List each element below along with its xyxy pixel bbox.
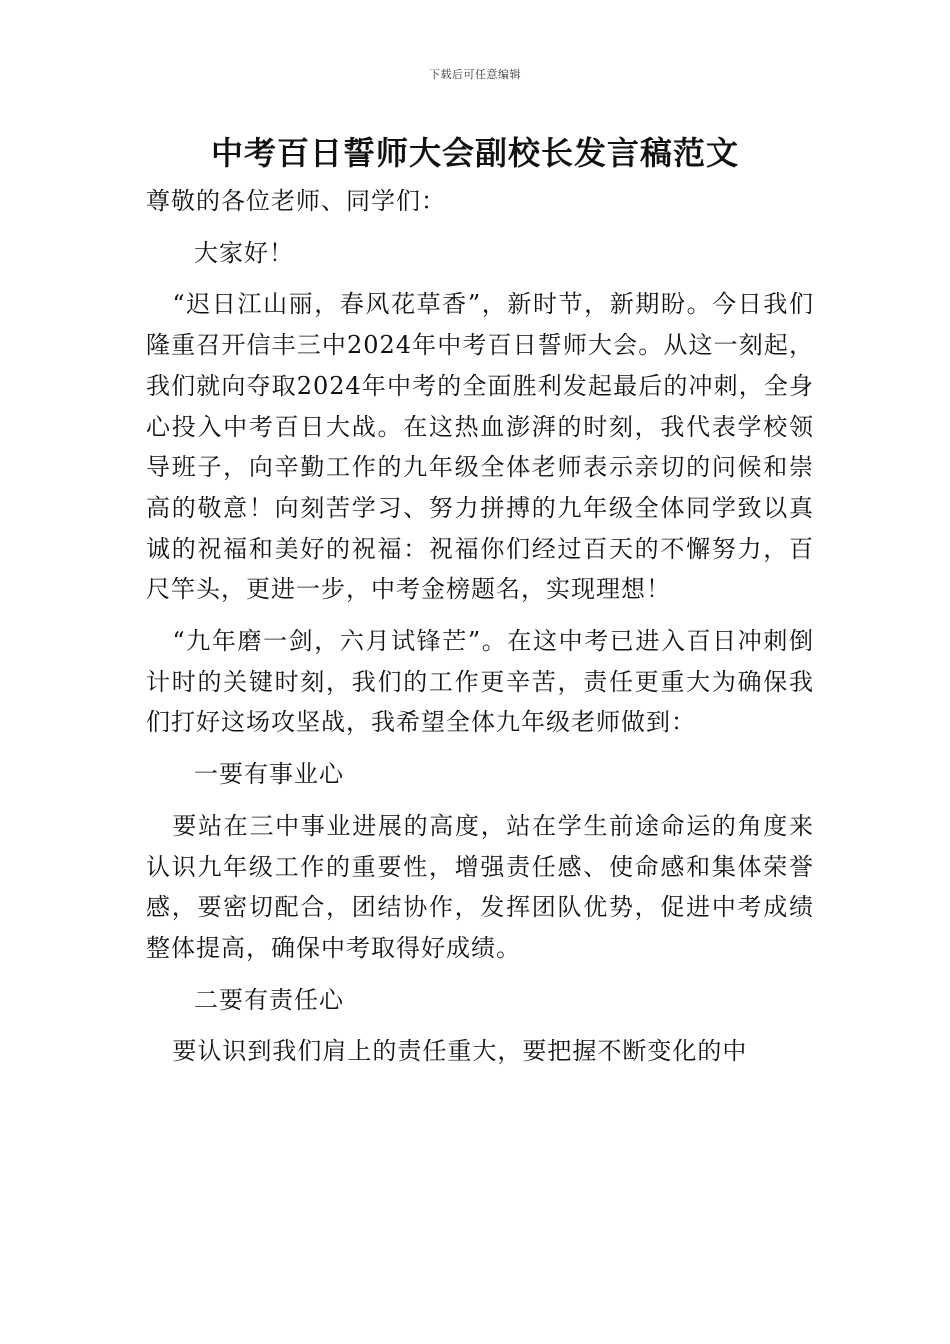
document-title: 中考百日誓师大会副校长发言稿范文 <box>210 134 739 172</box>
document-body <box>146 181 814 1072</box>
paragraph-opening: “迟日江山丽，春风花草香”，新时节，新期盼。今日我们隆重召开信丰三中2024年中考百日誓师大会。从这一刻起，我们就向夺取2024年中考的全面胜利发起最后的冲刺，全身心投入中考百日大战。在这热血澎湃的时刻，我代表学校领导班子，向辛勤工作的九年级全体老师表示亲切的问候和崇高的敬意！向刻苦学习、努力拼搏的九年级全体同学致以真诚的祝福和美好的祝福：祝福你们经过百天的不懈努力，百尺竿头，更进一步，中考金榜题名，实现理想！ <box>146 290 814 604</box>
paragraph-call-to-teachers: “九年磨一剑，六月试锋芒”。在这中考已进入百日冲刺倒计时的关键时刻，我们的工作更辛苦，责任更重大为确保我们打好这场攻坚战，我希望全体九年级老师做到： <box>146 627 814 737</box>
point-heading-1: 一要有事业心 <box>194 760 344 789</box>
greeting: 大家好！ <box>194 238 294 267</box>
point-body-1: 要站在三中事业进展的高度，站在学生前途命运的角度来认识九年级工作的重要性，增强责任感、使命感和集体荣誉感，要密切配合，团结协作，发挥团队优势，促进中考成绩整体提高，确保中考取得好成绩。 <box>146 811 814 962</box>
point-heading-2: 二要有责任心 <box>194 985 344 1014</box>
point-body-2: 要认识到我们肩上的责任重大，要把握不断变化的中 <box>172 1037 748 1066</box>
salutation: 尊敬的各位老师、同学们： <box>146 187 446 215</box>
header-note: 下载后可任意编辑 <box>429 68 521 81</box>
